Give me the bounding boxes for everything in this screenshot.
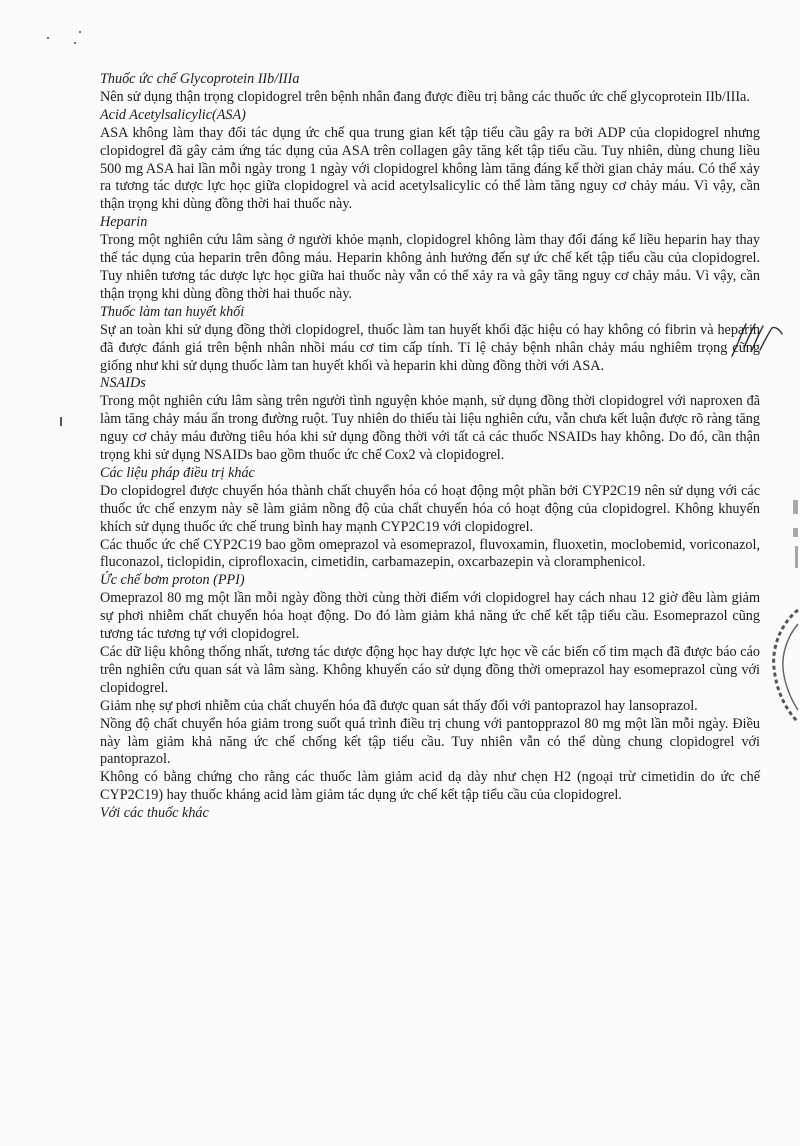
section-heading-uc-che-bom-proton-ppi: Ức chế bơm proton (PPI) [100,572,245,589]
section-paragraph: Không có bằng chứng cho rằng các thuốc làm giảm acid dạ dày như chẹn H2 (ngoại trừ cimetidin do ức chế CYP2C19) hay thuốc kháng acid làm giảm tác dụng ức chế kết tập tiểu cầu của clopidogrel. [100,769,760,804]
scan-speck [74,42,76,44]
section-heading-acid-acetylsalicylic-asa: Acid Acetylsalicylic(ASA) [100,106,246,123]
section-paragraph: Nồng độ chất chuyển hóa giảm trong suốt quá trình điều trị chung với pantopprazol 80 mg một lần mỗi ngày. Điều này làm giảm khả năng ức chế chống kết tập tiểu cầu. Tuy nhiên vẫn có thể dùng chung clopidogrel với pantoprazol. [100,715,760,768]
section-paragraph: Omeprazol 80 mg một lần mỗi ngày đồng thời cùng thời điểm với clopidogrel hay cách nhau 12 giờ đều làm giảm sự phơi nhiễm chất chuyển hóa hoạt động. Do đó làm giảm khả năng ức chế kết tập tiểu cầu. Esomeprazol cũng tương tác tương tự với clopidogrel. [100,590,760,643]
section-heading-cac-lieu-phap-dieu-tri-khac: Các liệu pháp điều trị khác [100,464,255,481]
document-body [100,71,760,823]
section-paragraph: Nên sử dụng thận trọng clopidogrel trên bệnh nhân đang được điều trị bằng các thuốc ức chế glycoprotein IIb/IIIa. [100,88,750,105]
scan-edge-marks [786,430,800,630]
stamp-fragment [768,606,800,726]
section-heading-thuoc-uc-che-glycoprotein-iib-iiia: Thuốc ức chế Glycoprotein IIb/IIIa [100,71,300,87]
scan-speck [79,31,81,33]
section-paragraph: Trong một nghiên cứu lâm sàng ở người khỏe mạnh, clopidogrel không làm thay đổi đáng kể liều heparin hay thay thế tác dụng của heparin trên đông máu. Heparin không ảnh hưởng đến sự ức chế kết tập tiểu cầu của clopidogrel. Tuy nhiên tương tác dược lực học giữa hai thuốc này vẫn có thể xảy ra và gây tăng nguy cơ chảy máu. Vì vậy, cần thận trọng khi dùng đồng thời hai thuốc này. [100,232,760,302]
section-heading-thuoc-lam-tan-huyet-khoi: Thuốc làm tan huyết khối [100,303,245,320]
section-paragraph: Giảm nhẹ sự phơi nhiễm của chất chuyển hóa đã được quan sát thấy đối với pantoprazol hay lansoprazol. [100,697,698,714]
section-paragraph: Các dữ liệu không thống nhất, tương tác dược động học hay dược lực học về các biến cố tim mạch đã được báo cáo trên nghiên cứu quan sát và lâm sàng. Không khuyến cáo sử dụng đồng thời omeprazol hay esomeprazol cùng với clopidogrel. [100,644,760,696]
section-paragraph: Do clopidogrel được chuyển hóa thành chất chuyển hóa có hoạt động một phần bởi CYP2C19 nên sử dụng với các thuốc ức chế enzym này sẽ làm giảm nồng độ của chất chuyển hóa có hoạt động của clopidogrel. Không khuyến khích sử dụng thuốc ức chế trung bình hay mạnh CYP2C19 với clopidogrel. [100,482,760,535]
scan-speck [47,37,49,39]
section-heading-nsaids: NSAIDs [100,375,146,392]
section-paragraph: ASA không làm thay đổi tác dụng ức chế qua trung gian kết tập tiểu cầu gây ra bởi ADP của clopidogrel nhưng clopidogrel đã gây cảm ứng tác dụng của ASA trên collagen gây tăng kết tập tiểu cầu. Tuy nhiên, dùng chung liều 500 mg ASA hai lần mỗi ngày trong 1 ngày với clopidogrel không làm tăng đáng kể thời gian chảy máu. Có thể xảy ra tương tác dược lực học giữa clopidogrel và acid acetylsalicylic có thể làm tăng nguy cơ chảy máu. Vì vậy, cần thận trọng khi dùng đồng thời hai thuốc này. [100,124,760,213]
section-paragraph: Trong một nghiên cứu lâm sàng trên người tình nguyện khỏe mạnh, sử dụng đồng thời clopidogrel với naproxen đã làm tăng chảy máu ẩn trong đường ruột. Tuy nhiên do thiếu tài liệu nghiên cứu, vẫn chưa kết luận được rõ ràng tăng nguy cơ chảy máu đường tiêu hóa khi sử dụng đồng thời với tất cả các thuốc NSAIDs hay không. Do đó, cần thận trọng khi sử dụng NSAIDs bao gồm thuốc ức chế Cox2 và clopidogrel. [100,393,760,464]
section-paragraph: Các thuốc ức chế CYP2C19 bao gồm omeprazol và esomeprazol, fluvoxamin, fluoxetin, moclobemid, voriconazol, fluconazol, ticlopidin, ciprofloxacin, cimetidin, carbamazepin, oxcarbazepin và cloramphenicol. [100,536,760,571]
section-heading-heparin: Heparin [100,214,148,231]
margin-mark [60,417,62,426]
section-paragraph: Sự an toàn khi sử dụng đồng thời clopidogrel, thuốc làm tan huyết khối đặc hiệu có hay không có fibrin và heparin đã được đánh giá trên bệnh nhân nhồi máu cơ tim cấp tính. Tỉ lệ chảy bệnh nhân chảy máu nghiêm trọng cũng giống như khi sử dụng thuốc làm tan huyết khối và heparin khi dùng đồng thời với ASA. [100,321,760,374]
section-heading-voi-cac-thuoc-khac: Với các thuốc khác [100,805,209,822]
